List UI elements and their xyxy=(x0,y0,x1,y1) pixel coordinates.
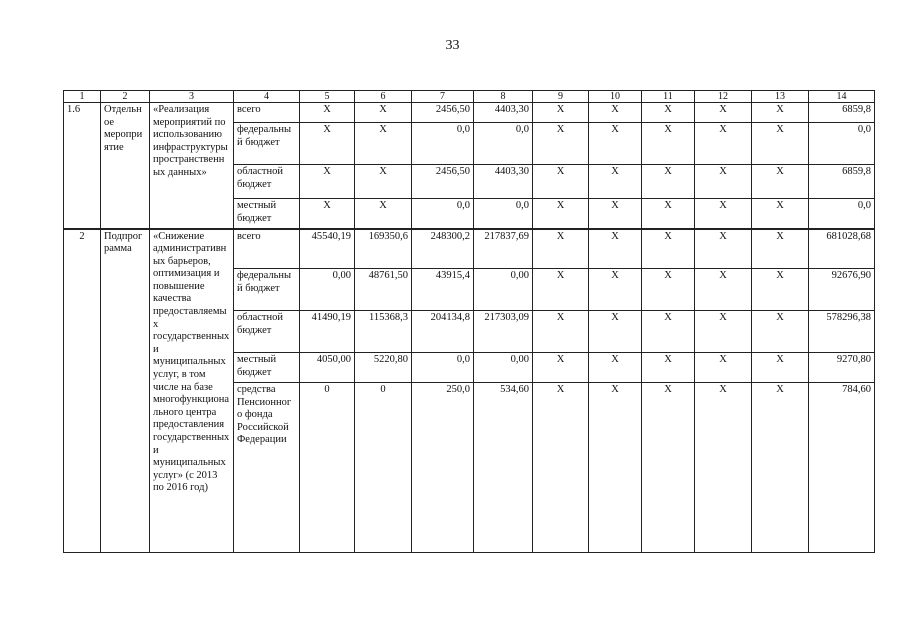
value-cell: 0,0 xyxy=(412,199,474,229)
column-number-row xyxy=(64,91,875,103)
column-header: 14 xyxy=(809,91,875,103)
funding-source: федеральный бюджет xyxy=(234,269,300,311)
value-cell: 0,0 xyxy=(809,123,875,165)
value-cell: X xyxy=(752,165,809,199)
table-row xyxy=(64,103,875,123)
item-type: Отдельное мероприятие xyxy=(101,103,150,229)
column-header: 12 xyxy=(695,91,752,103)
column-header: 1 xyxy=(64,91,101,103)
value-cell: X xyxy=(642,229,695,269)
value-cell: 48761,50 xyxy=(355,269,412,311)
value-cell: X xyxy=(695,311,752,353)
item-name: «Снижение административных барьеров, оптимизация и повышение качества предоставляемых государственных и муниципальных услуг, в том числе на базе многофункционального центра предоставления государственных и муниципальных услуг» (с 2013 по 2016 год) xyxy=(150,229,234,553)
value-cell: X xyxy=(642,311,695,353)
column-header: 11 xyxy=(642,91,695,103)
value-cell: X xyxy=(752,229,809,269)
value-cell: X xyxy=(752,311,809,353)
value-cell: X xyxy=(695,353,752,383)
value-cell: X xyxy=(533,199,589,229)
value-cell: 0,00 xyxy=(474,353,533,383)
value-cell: X xyxy=(695,229,752,269)
value-cell: X xyxy=(642,123,695,165)
value-cell: X xyxy=(695,269,752,311)
value-cell: X xyxy=(642,269,695,311)
value-cell: X xyxy=(752,103,809,123)
item-name: «Реализация мероприятий по использованию инфраструктуры пространственных данных» xyxy=(150,103,234,229)
funding-source: местный бюджет xyxy=(234,353,300,383)
funding-source: всего xyxy=(234,103,300,123)
value-cell: X xyxy=(355,103,412,123)
value-cell: 6859,8 xyxy=(809,103,875,123)
funding-source: федеральный бюджет xyxy=(234,123,300,165)
value-cell: 169350,6 xyxy=(355,229,412,269)
value-cell: 248300,2 xyxy=(412,229,474,269)
value-cell: X xyxy=(589,353,642,383)
value-cell: 0,00 xyxy=(300,269,355,311)
column-header: 6 xyxy=(355,91,412,103)
table-row xyxy=(64,229,875,269)
funding-source: областной бюджет xyxy=(234,311,300,353)
column-header: 9 xyxy=(533,91,589,103)
value-cell: 0,0 xyxy=(474,199,533,229)
value-cell: X xyxy=(533,383,589,553)
value-cell: X xyxy=(642,353,695,383)
funding-source: местный бюджет xyxy=(234,199,300,229)
column-header: 10 xyxy=(589,91,642,103)
value-cell: X xyxy=(589,383,642,553)
value-cell: 0,0 xyxy=(412,353,474,383)
value-cell: X xyxy=(695,383,752,553)
value-cell: 217837,69 xyxy=(474,229,533,269)
value-cell: 0 xyxy=(300,383,355,553)
value-cell: X xyxy=(533,229,589,269)
column-header: 4 xyxy=(234,91,300,103)
value-cell: X xyxy=(752,383,809,553)
value-cell: X xyxy=(300,123,355,165)
value-cell: X xyxy=(642,103,695,123)
value-cell: X xyxy=(642,199,695,229)
value-cell: 92676,90 xyxy=(809,269,875,311)
value-cell: 41490,19 xyxy=(300,311,355,353)
value-cell: 4403,30 xyxy=(474,165,533,199)
value-cell: X xyxy=(355,199,412,229)
value-cell: X xyxy=(589,165,642,199)
column-header: 13 xyxy=(752,91,809,103)
value-cell: X xyxy=(752,353,809,383)
item-number: 1.6 xyxy=(64,103,101,229)
value-cell: 0,00 xyxy=(474,269,533,311)
value-cell: X xyxy=(695,123,752,165)
value-cell: X xyxy=(752,199,809,229)
value-cell: 45540,19 xyxy=(300,229,355,269)
value-cell: X xyxy=(533,103,589,123)
column-header: 3 xyxy=(150,91,234,103)
value-cell: X xyxy=(589,229,642,269)
value-cell: 115368,3 xyxy=(355,311,412,353)
value-cell: 5220,80 xyxy=(355,353,412,383)
value-cell: X xyxy=(300,103,355,123)
funding-source: всего xyxy=(234,229,300,269)
value-cell: 217303,09 xyxy=(474,311,533,353)
value-cell: X xyxy=(695,165,752,199)
value-cell: 6859,8 xyxy=(809,165,875,199)
value-cell: X xyxy=(533,311,589,353)
value-cell: X xyxy=(300,199,355,229)
funding-source: средства Пенсионного фонда Российской Федерации xyxy=(234,383,300,553)
value-cell: 681028,68 xyxy=(809,229,875,269)
value-cell: X xyxy=(589,311,642,353)
value-cell: 784,60 xyxy=(809,383,875,553)
value-cell: 534,60 xyxy=(474,383,533,553)
value-cell: X xyxy=(589,199,642,229)
column-header: 2 xyxy=(101,91,150,103)
value-cell: X xyxy=(533,165,589,199)
value-cell: X xyxy=(642,383,695,553)
value-cell: X xyxy=(533,353,589,383)
value-cell: 578296,38 xyxy=(809,311,875,353)
item-number: 2 xyxy=(64,229,101,553)
value-cell: X xyxy=(300,165,355,199)
value-cell: X xyxy=(533,123,589,165)
value-cell: 2456,50 xyxy=(412,103,474,123)
value-cell: X xyxy=(589,123,642,165)
value-cell: 0,0 xyxy=(474,123,533,165)
value-cell: 0 xyxy=(355,383,412,553)
value-cell: X xyxy=(355,165,412,199)
value-cell: X xyxy=(589,269,642,311)
value-cell: X xyxy=(695,103,752,123)
value-cell: X xyxy=(355,123,412,165)
funding-source: областной бюджет xyxy=(234,165,300,199)
value-cell: 9270,80 xyxy=(809,353,875,383)
value-cell: X xyxy=(752,123,809,165)
column-header: 7 xyxy=(412,91,474,103)
value-cell: 0,0 xyxy=(412,123,474,165)
value-cell: 43915,4 xyxy=(412,269,474,311)
column-header: 8 xyxy=(474,91,533,103)
value-cell: X xyxy=(642,165,695,199)
page-number: 33 xyxy=(445,38,460,53)
value-cell: X xyxy=(589,103,642,123)
value-cell: X xyxy=(695,199,752,229)
value-cell: 2456,50 xyxy=(412,165,474,199)
value-cell: 0,0 xyxy=(809,199,875,229)
budget-table xyxy=(63,90,875,553)
value-cell: X xyxy=(752,269,809,311)
value-cell: 4403,30 xyxy=(474,103,533,123)
value-cell: 4050,00 xyxy=(300,353,355,383)
item-type: Подпрограмма xyxy=(101,229,150,553)
value-cell: 204134,8 xyxy=(412,311,474,353)
value-cell: 250,0 xyxy=(412,383,474,553)
value-cell: X xyxy=(533,269,589,311)
column-header: 5 xyxy=(300,91,355,103)
